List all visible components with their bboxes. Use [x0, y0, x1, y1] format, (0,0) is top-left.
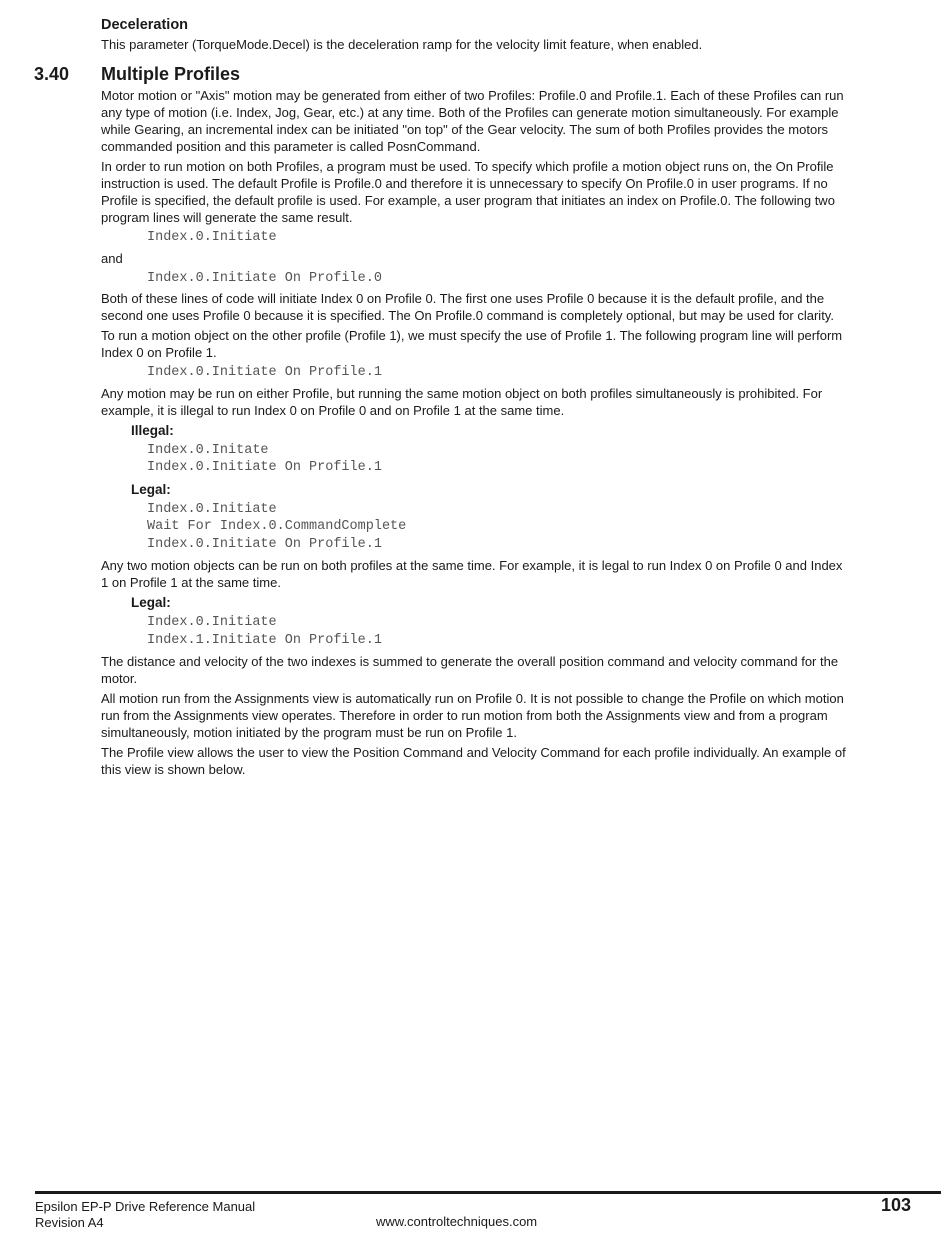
paragraph-two-objects: Any two motion objects can be run on both profiles at the same time. For example, it is legal to run Index 0 on Profile 0 and Index 1 on Profile 1 at the same time.: [101, 558, 843, 590]
deceleration-heading: Deceleration: [101, 17, 189, 33]
paragraph-both-lines: Both of these lines of code will initiate Index 0 on Profile 0. The first one uses Profile 0 because it is the default profile, and the second one uses Profile 0 because it is specified. The On Profile.0 command is completely optional, but may be used for clarity.: [101, 291, 834, 323]
deceleration-text: This parameter (TorqueMode.Decel) is the deceleration ramp for the velocity limit feature, when enabled.: [101, 37, 703, 52]
paragraph-summed: The distance and velocity of the two indexes is summed to generate the overall position command and velocity command for the motor.: [101, 654, 839, 686]
code-line: Index.0.Initiate On Profile.1: [147, 365, 382, 380]
and-text: and: [101, 250, 123, 266]
footer-manual-title: Epsilon EP-P Drive Reference Manual: [35, 1199, 256, 1214]
section-heading: [34, 63, 846, 85]
legal-code-block: [101, 501, 846, 554]
illegal-label: Illegal:: [131, 422, 174, 438]
page-content: [34, 16, 846, 781]
code-line: Index.0.Initiate: [147, 230, 277, 245]
paragraph-profile-view: The Profile view allows the user to view the Position Command and Velocity Command for each profile individually. An example of this view is shown below.: [101, 745, 846, 777]
paragraph-on-profile: In order to run motion on both Profiles, a program must be used. To specify which profile a motion object runs on, the On Profile instruction is used. The default Profile is Profile.0 and therefore it is unnecessary to specify On Profile.0 in user programs. If no Profile is specified, the default profile is used. For example, a user program that initiates an index on Profile.0. The following two program lines will generate the same result.: [101, 159, 835, 225]
code-line: Index.0.Initiate: [147, 615, 277, 630]
code-line: Index.0.Initate: [147, 442, 269, 458]
code-line: Index.0.Initiate On Profile.1: [147, 460, 382, 475]
legal-code-block: [101, 614, 846, 649]
footer-divider: [35, 1191, 941, 1194]
paragraph-assignments: All motion run from the Assignments view is automatically run on Profile 0. It is not possible to change the Profile on which motion run from the Assignments view operates. Therefore in order to run motion from both the Assignments view and from a program simultaneously, motion initiated by the program must be run on Profile 1.: [101, 691, 844, 740]
code-line: Wait For Index.0.CommandComplete: [147, 519, 407, 534]
legal-label: Legal:: [131, 481, 171, 497]
footer-revision: Revision A4: [35, 1215, 104, 1230]
paragraph-prohibited: Any motion may be run on either Profile, but running the same motion object on both profiles simultaneously is prohibited. For example, it is illegal to run Index 0 on Profile 0 and on Profile 1 at the same time.: [101, 385, 823, 418]
code-line: Index.0.Initiate On Profile.0: [147, 270, 382, 286]
page-number: 103: [880, 1195, 911, 1215]
paragraph-profile-1: To run a motion object on the other profile (Profile 1), we must specify the use of Profile 1. The following program line will perform Index 0 on Profile 1.: [101, 328, 843, 360]
paragraph-profiles-intro: Motor motion or "Axis" motion may be generated from either of two Profiles: Profile.0 and Profile.1. Each of these Profiles can run any type of motion (i.e. Index, Jog, Gear, etc.) at any time. Both of the Profiles can generate motion simultaneously. For example while Gearing, an incremental index can be initiated "on top" of the Gear velocity. The sum of both Profiles provides the motors commanded position and this parameter is called PosnCommand.: [101, 88, 844, 154]
illegal-code-block: [101, 442, 846, 477]
footer-url: www.controltechniques.com: [376, 1214, 538, 1229]
code-line: Index.1.Initiate On Profile.1: [147, 632, 382, 648]
section-title: Multiple Profiles: [101, 64, 241, 84]
section-number: 3.40: [34, 64, 70, 84]
footer-manual-info: [35, 1199, 255, 1231]
legal-label: Legal:: [131, 595, 171, 610]
code-line: Index.0.Initiate On Profile.1: [147, 536, 382, 552]
code-line: Index.0.Initiate: [147, 501, 277, 517]
